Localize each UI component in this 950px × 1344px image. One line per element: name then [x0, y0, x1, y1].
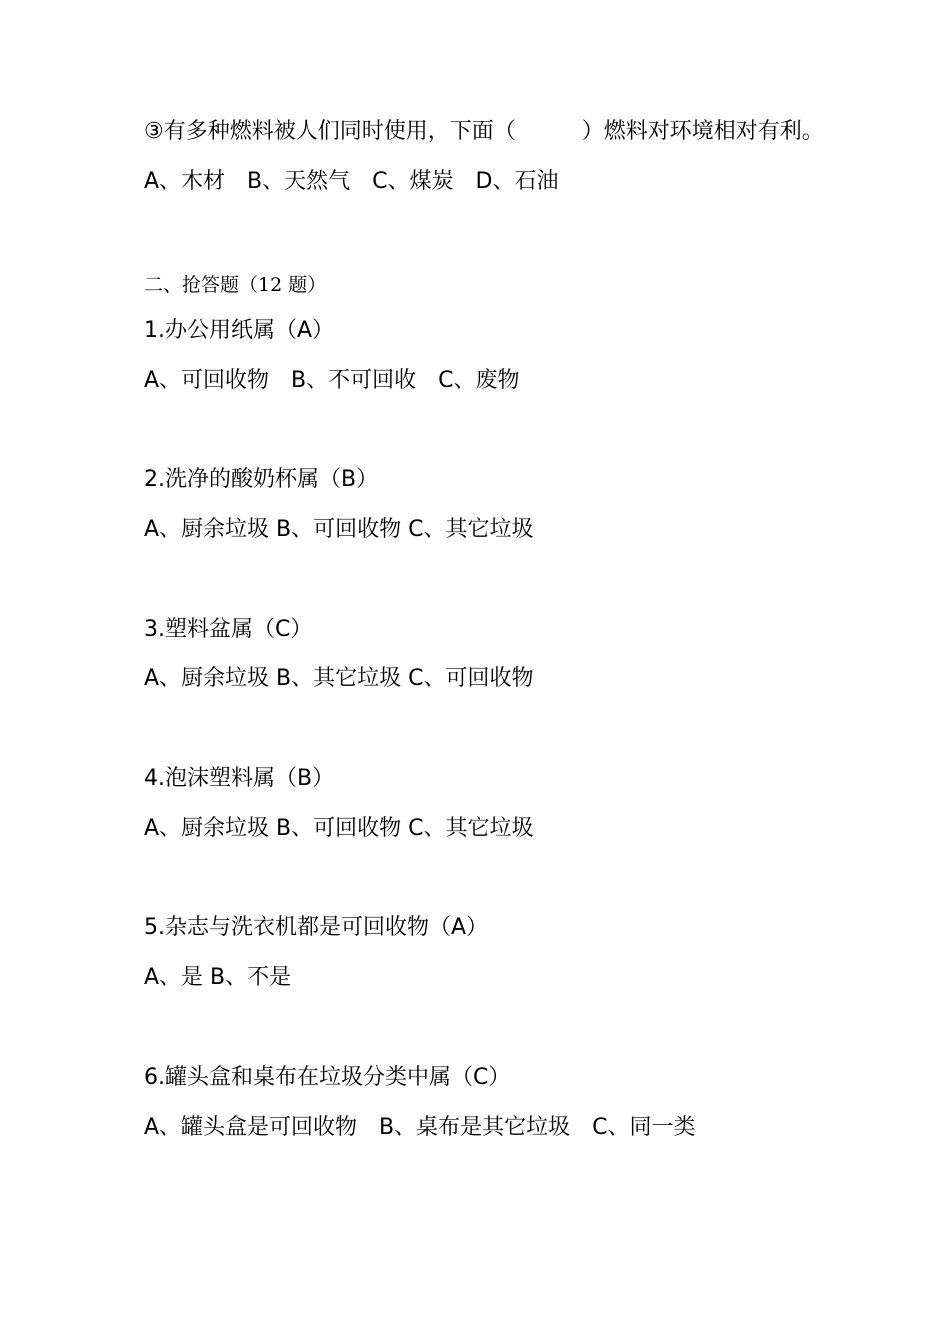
question-3-options: A、厨余垃圾 B、其它垃圾 C、可回收物	[144, 666, 534, 691]
question-5-options: A、是 B、不是	[144, 965, 292, 990]
section-heading: 二、抢答题（12 题）	[144, 274, 327, 296]
q3-options: A、木材 B、天然气 C、煤炭 D、石油	[144, 169, 559, 194]
question-2: 2.洗净的酸奶杯属（B）	[144, 467, 379, 492]
question-1: 1.办公用纸属（A）	[144, 318, 335, 343]
question-4: 4.泡沫塑料属（B）	[144, 766, 335, 791]
question-2-options: A、厨余垃圾 B、可回收物 C、其它垃圾	[144, 517, 534, 542]
question-3: 3.塑料盆属（C）	[144, 617, 313, 642]
question-6-options: A、罐头盒是可回收物 B、桌布是其它垃圾 C、同一类	[144, 1115, 696, 1140]
question-5: 5.杂志与洗衣机都是可回收物（A）	[144, 915, 489, 940]
question-4-options: A、厨余垃圾 B、可回收物 C、其它垃圾	[144, 816, 534, 841]
q3-question: ③有多种燃料被人们同时使用，下面（ ）燃料对环境相对有利。	[144, 119, 824, 144]
question-1-options: A、可回收物 B、不可回收 C、废物	[144, 368, 520, 393]
question-6: 6.罐头盒和桌布在垃圾分类中属（C）	[144, 1065, 511, 1090]
